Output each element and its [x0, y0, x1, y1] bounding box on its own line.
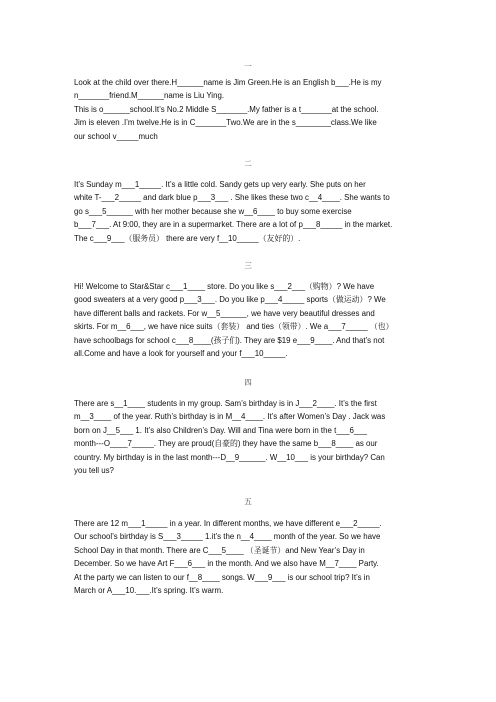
section-3-title: 三 [244, 261, 252, 270]
section-5-line-2: Our school’s birthday is S___3_____ 1.it’s the n__4____ month of the year. So we have [74, 532, 381, 542]
section-4-line-4: month---O____7_____. They are proud(自豪的) they have the same b___8____ as our [74, 439, 378, 449]
section-2-text [74, 178, 434, 245]
section-2-line-3: go s___5______ with her mother because she w__6____ to buy some exercise [74, 206, 352, 216]
section-5-line-6: March or A___10.___.It’s spring. It’s warm. [74, 586, 224, 596]
section-2-line-5: The c___9___（服务员） there are very f__10_____（友好的）. [74, 233, 301, 243]
section-3-line-1: Hi! Welcome to Star&Star c___1____ store. Do you like s___2___（购物）? We have [74, 282, 375, 291]
section-1-line-1: Look at the child over there.H______name is Jim Green.He is an English b___.He is my [74, 78, 382, 87]
section-3-line-5: have schoolbags for school c___8____(孩子们). They are $19 e___9____. And that’s not [74, 335, 385, 345]
section-4-line-2: m__3____ of the year. Ruth’s birthday is in M__4____. It’s after Women’s Day . Jack was [74, 412, 386, 422]
section-1-line-2: n_______friend.M______name is Liu Ying. [74, 91, 225, 101]
section-3-text [74, 280, 434, 360]
section-4-text [74, 397, 434, 477]
section-3-line-2: good sweaters at a very good p___3___. Do you like p___4_____ sports（做运动）? We [74, 295, 386, 305]
section-4-line-3: born on J__5___ 1. It’s also Children’s Day. Will and Tina were born in the t___6___ [74, 425, 368, 435]
section-4-line-5: country. My birthday is in the last month---D__9______. W__10___ is your birthday? Can [74, 452, 385, 462]
section-3-line-6: all.Come and have a look for yourself and your f___10_____. [74, 349, 288, 359]
section-5-line-1: There are 12 m___1_____ in a year. In different months, we have different e___2_____. [74, 519, 382, 528]
section-2-title: 二 [244, 159, 252, 168]
section-4-line-6: you tell us? [74, 466, 114, 476]
section-5-title: 五 [244, 497, 252, 506]
section-5-text [74, 517, 434, 597]
section-5-line-3: School Day in that month. There are C___5____ （圣诞节）and New Year’s Day in [74, 545, 365, 555]
section-1-line-3: This is o______school.It’s No.2 Middle S_______.My father is a t_______at the school. [74, 104, 379, 114]
section-5-line-4: December. So we have Art F___6___ in the month. And we also have M__7____ Party. [74, 559, 379, 569]
section-3-line-3: have different balls and rackets. For w__5______, we have very beautiful dresses and [74, 308, 375, 318]
section-1-title: 一 [244, 62, 252, 71]
section-1-text [74, 76, 434, 143]
section-2-line-2: white T-___2_____ and dark blue p___3___ . She likes these two c__4____. She wants to [74, 193, 390, 203]
section-1-line-5: our school v_____much [74, 131, 158, 141]
section-2-line-4: b___7___. At 9:00, they are in a supermarket. There are a lot of p___8_____ in the market. [74, 220, 393, 230]
section-1-line-4: Jim is eleven .I’m twelve.He is in C_______Two.We are in the s________class.We like [74, 118, 377, 128]
section-4-line-1: There are s__1____ students in my group. Sam’s birthday is in J___2____. It’s the first [74, 399, 377, 408]
section-4-title: 四 [244, 378, 252, 387]
section-3-line-4: skirts. For m__6___, we have nice suits（套装） and ties（领带）. We a___7_____ （也） [74, 322, 394, 332]
section-2-line-1: It’s Sunday m___1_____. It’s a little cold. Sandy gets up very early. She puts on her [74, 180, 366, 189]
section-5-line-5: At the party we can listen to our f__8____ songs. W___9___ is our school trip? It’s in [74, 572, 370, 582]
